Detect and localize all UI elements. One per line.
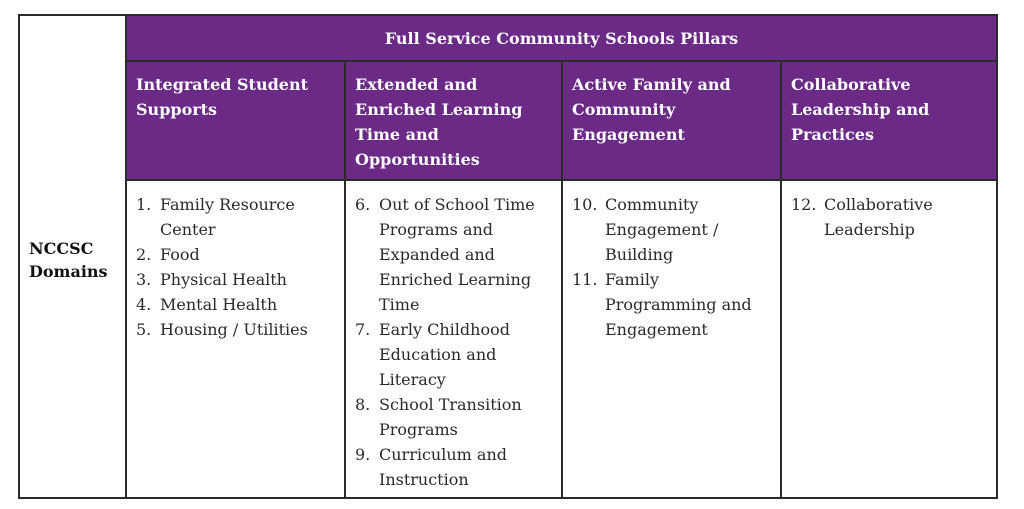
pillar-domains-list-3 — [563, 181, 782, 497]
domain-number: 10. — [572, 195, 598, 214]
domain-list-item — [136, 317, 336, 342]
domain-list-item — [791, 192, 988, 242]
domain-label: Collaborative Leadership — [824, 195, 933, 239]
domain-number: 2. — [136, 245, 152, 264]
domain-list-item — [136, 192, 336, 242]
pillars-table — [18, 14, 998, 499]
domain-label: Mental Health — [160, 295, 278, 314]
pillar-heading-1: Integrated Student Supports — [127, 62, 346, 181]
domain-number: 4. — [136, 295, 152, 314]
pillar-domains-list-1 — [127, 181, 346, 497]
domain-list-item — [136, 242, 336, 267]
domains-row-header-cell — [20, 16, 127, 497]
domain-label: Early Childhood Education and Literacy — [379, 320, 510, 389]
domain-label: School Transition Programs — [379, 395, 522, 439]
domain-number: 7. — [355, 320, 371, 339]
domain-number: 8. — [355, 395, 371, 414]
domain-number: 11. — [572, 270, 598, 289]
domain-number: 6. — [355, 195, 371, 214]
domain-number: 3. — [136, 270, 152, 289]
domain-label: Family Resource Center — [160, 195, 295, 239]
domain-label: Out of School Time Programs and Expanded and Enriched Learning Time — [379, 195, 535, 314]
domain-list-item — [355, 317, 553, 392]
domain-number: 12. — [791, 195, 817, 214]
domain-list-item — [136, 267, 336, 292]
pillar-heading-3: Active Family and Community Engagement — [563, 62, 782, 181]
domain-list-item — [355, 442, 553, 492]
domain-list-item — [355, 192, 553, 317]
domain-label: Food — [160, 245, 200, 264]
domain-list-item — [355, 392, 553, 442]
domain-label: Physical Health — [160, 270, 287, 289]
domain-label: Curriculum and Instruction — [379, 445, 507, 489]
pillar-heading-4: Collaborative Leadership and Practices — [782, 62, 996, 181]
domain-number: 9. — [355, 445, 371, 464]
domain-list-item — [572, 192, 772, 267]
pillar-domains-list-4 — [782, 181, 996, 497]
domain-label: Family Programming and Engagement — [605, 270, 752, 339]
pillars-table-title: Full Service Community Schools Pillars — [127, 16, 996, 62]
domain-list-item — [572, 267, 772, 342]
domain-number: 1. — [136, 195, 152, 214]
domain-label: Community Engagement / Building — [605, 195, 719, 264]
pillar-heading-2: Extended and Enriched Learning Time and Opportunities — [346, 62, 563, 181]
pillar-domains-list-2 — [346, 181, 563, 497]
domain-list-item — [136, 292, 336, 317]
domain-number: 5. — [136, 320, 152, 339]
domains-row-header: NCCSC Domains — [29, 238, 108, 281]
domain-label: Housing / Utilities — [160, 320, 308, 339]
